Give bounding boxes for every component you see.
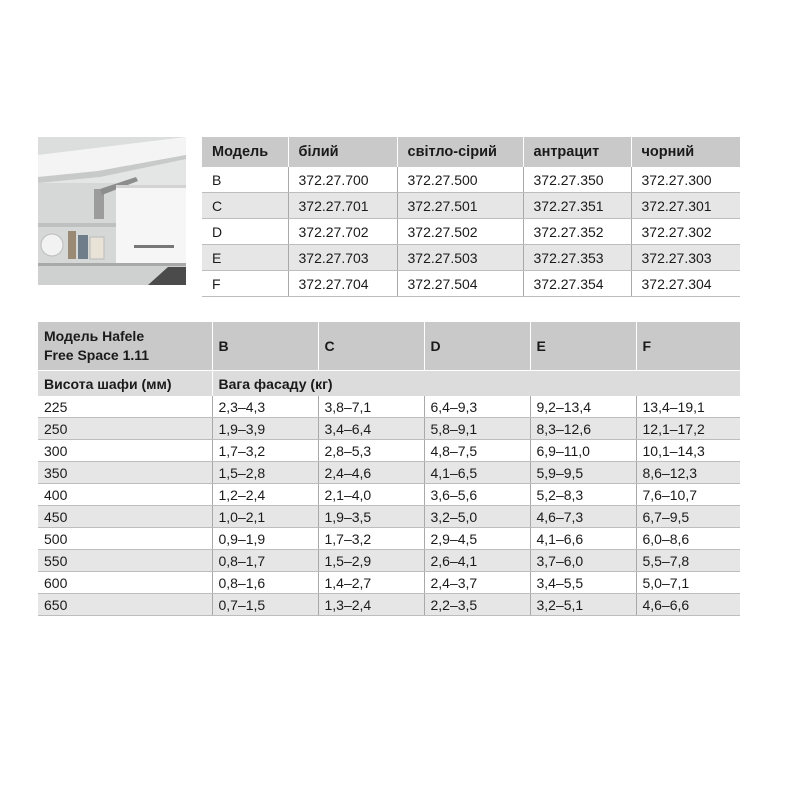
article-cell: 372.27.352: [523, 219, 631, 245]
height-cell: 400: [38, 484, 212, 506]
weight-cell: 5,0–7,1: [636, 572, 740, 594]
table-row: [202, 219, 740, 245]
color-article-table: [202, 137, 740, 297]
table-row: [202, 245, 740, 271]
header-light-grey: світло-сірий: [397, 137, 523, 167]
weight-table-header-row: [38, 322, 740, 371]
model-cell: C: [202, 193, 288, 219]
weight-cell: 8,3–12,6: [530, 418, 636, 440]
model-col-f: F: [636, 322, 740, 371]
weight-cell: 4,1–6,5: [424, 462, 530, 484]
height-cell: 500: [38, 528, 212, 550]
weight-cell: 2,4–3,7: [424, 572, 530, 594]
height-cell: 350: [38, 462, 212, 484]
weight-cell: 8,6–12,3: [636, 462, 740, 484]
model-header-line2: Free Space 1.11: [44, 347, 150, 363]
article-cell: 372.27.301: [631, 193, 740, 219]
weight-cell: 1,7–3,2: [318, 528, 424, 550]
weight-cell: 1,3–2,4: [318, 594, 424, 616]
weight-cell: 2,9–4,5: [424, 528, 530, 550]
weight-cell: 6,4–9,3: [424, 396, 530, 418]
weight-cell: 5,2–8,3: [530, 484, 636, 506]
model-cell: B: [202, 167, 288, 193]
article-cell: 372.27.304: [631, 271, 740, 297]
height-cell: 550: [38, 550, 212, 572]
cabinet-height-header: Висота шафи (мм): [38, 371, 212, 397]
weight-cell: 0,8–1,6: [212, 572, 318, 594]
front-weight-header: Вага фасаду (кг): [212, 371, 740, 397]
article-cell: 372.27.704: [288, 271, 397, 297]
weight-cell: 3,4–6,4: [318, 418, 424, 440]
height-cell: 250: [38, 418, 212, 440]
table-row: [202, 193, 740, 219]
model-col-e: E: [530, 322, 636, 371]
table-row: [38, 572, 740, 594]
article-cell: 372.27.300: [631, 167, 740, 193]
weight-cell: 1,0–2,1: [212, 506, 318, 528]
weight-cell: 1,7–3,2: [212, 440, 318, 462]
article-cell: 372.27.353: [523, 245, 631, 271]
table-row: [38, 484, 740, 506]
table-row: [38, 550, 740, 572]
weight-cell: 1,4–2,7: [318, 572, 424, 594]
weight-cell: 7,6–10,7: [636, 484, 740, 506]
article-cell: 372.27.503: [397, 245, 523, 271]
table-row: [202, 271, 740, 297]
weight-cell: 3,2–5,0: [424, 506, 530, 528]
model-cell: E: [202, 245, 288, 271]
height-cell: 650: [38, 594, 212, 616]
weight-cell: 10,1–14,3: [636, 440, 740, 462]
model-cell: D: [202, 219, 288, 245]
weight-cell: 1,9–3,5: [318, 506, 424, 528]
weight-cell: 5,8–9,1: [424, 418, 530, 440]
weight-cell: 3,7–6,0: [530, 550, 636, 572]
product-photo: [38, 137, 186, 285]
table-row: [38, 506, 740, 528]
article-cell: 372.27.302: [631, 219, 740, 245]
table-row: [38, 462, 740, 484]
weight-cell: 3,2–5,1: [530, 594, 636, 616]
article-cell: 372.27.500: [397, 167, 523, 193]
weight-cell: 0,7–1,5: [212, 594, 318, 616]
cabinet-lift-photo: [38, 137, 186, 285]
article-cell: 372.27.501: [397, 193, 523, 219]
weight-cell: 2,1–4,0: [318, 484, 424, 506]
weight-cell: 2,6–4,1: [424, 550, 530, 572]
height-cell: 450: [38, 506, 212, 528]
header-black: чорний: [631, 137, 740, 167]
weight-cell: 1,5–2,8: [212, 462, 318, 484]
weight-cell: 5,9–9,5: [530, 462, 636, 484]
article-cell: 372.27.703: [288, 245, 397, 271]
weight-cell: 2,4–4,6: [318, 462, 424, 484]
weight-cell: 3,4–5,5: [530, 572, 636, 594]
weight-cell: 1,2–2,4: [212, 484, 318, 506]
article-cell: 372.27.701: [288, 193, 397, 219]
weight-cell: 5,5–7,8: [636, 550, 740, 572]
weight-table-subheader-row: [38, 371, 740, 397]
table-row: [38, 594, 740, 616]
article-cell: 372.27.502: [397, 219, 523, 245]
weight-cell: 6,9–11,0: [530, 440, 636, 462]
article-cell: 372.27.504: [397, 271, 523, 297]
model-col-c: C: [318, 322, 424, 371]
weight-cell: 4,1–6,6: [530, 528, 636, 550]
height-cell: 225: [38, 396, 212, 418]
weight-cell: 6,7–9,5: [636, 506, 740, 528]
header-model: Модель: [202, 137, 288, 167]
header-white: білий: [288, 137, 397, 167]
article-cell: 372.27.700: [288, 167, 397, 193]
table-row: [202, 167, 740, 193]
weight-cell: 0,8–1,7: [212, 550, 318, 572]
header-anthracite: антрацит: [523, 137, 631, 167]
model-col-d: D: [424, 322, 530, 371]
table-row: [38, 396, 740, 418]
weight-cell: 3,8–7,1: [318, 396, 424, 418]
model-header-line1: Модель Hafele: [44, 328, 145, 344]
article-cell: 372.27.354: [523, 271, 631, 297]
article-cell: 372.27.351: [523, 193, 631, 219]
weight-cell: 9,2–13,4: [530, 396, 636, 418]
weight-cell: 2,8–5,3: [318, 440, 424, 462]
model-col-b: B: [212, 322, 318, 371]
article-cell: 372.27.350: [523, 167, 631, 193]
article-cell: 372.27.303: [631, 245, 740, 271]
model-header: [38, 322, 212, 371]
weight-cell: 4,8–7,5: [424, 440, 530, 462]
weight-cell: 13,4–19,1: [636, 396, 740, 418]
table-row: [38, 528, 740, 550]
weight-cell: 12,1–17,2: [636, 418, 740, 440]
front-weight-table: [38, 322, 740, 616]
weight-cell: 2,3–4,3: [212, 396, 318, 418]
weight-cell: 1,5–2,9: [318, 550, 424, 572]
weight-cell: 6,0–8,6: [636, 528, 740, 550]
height-cell: 600: [38, 572, 212, 594]
table-row: [38, 418, 740, 440]
weight-cell: 4,6–7,3: [530, 506, 636, 528]
table-row: [38, 440, 740, 462]
weight-cell: 2,2–3,5: [424, 594, 530, 616]
article-cell: 372.27.702: [288, 219, 397, 245]
weight-cell: 3,6–5,6: [424, 484, 530, 506]
color-table-header-row: [202, 137, 740, 167]
height-cell: 300: [38, 440, 212, 462]
weight-cell: 0,9–1,9: [212, 528, 318, 550]
model-cell: F: [202, 271, 288, 297]
weight-cell: 1,9–3,9: [212, 418, 318, 440]
weight-cell: 4,6–6,6: [636, 594, 740, 616]
